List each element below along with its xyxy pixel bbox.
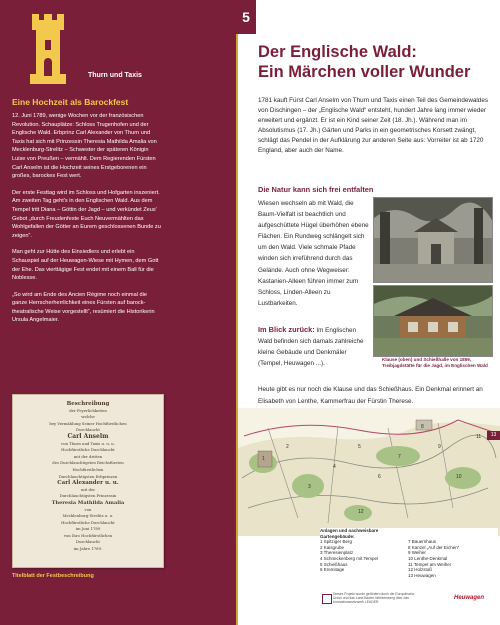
map-marker-4: 4: [333, 464, 336, 470]
document-line: Carl Anselm: [67, 432, 109, 440]
page-number-badge: 5: [236, 0, 256, 34]
legend-item: 12 Holzstoß: [408, 567, 433, 573]
document-line: Carl Alexander u. u.: [57, 480, 119, 487]
sidebar: [0, 0, 236, 625]
map-marker-5: 5: [358, 444, 361, 450]
legend-item: 1 Spitziger Berg: [320, 539, 353, 545]
map-marker-6: 6: [378, 474, 381, 480]
sidebar-paragraph: 12. Juni 1789, wenige Wochen vor der französischen Revolution. Schauplätze: Schloss Trugenhofen und der Englische Wald. Erbprinz Carl Alexander von Thurn und Taxis hat sich mit Prinzessin Theresia Mathilda Amalia von Mecklenburg-Strelitz – Schwester der späteren Königin Luise von Preußen – vermählt. Dem Regierenden Fürsten Carl Anselm ist die Hochzeit seines Erstgeborenen ein großes, barockes Fest wert.: [12, 113, 157, 180]
sidebar-paragraph: Man geht zur Hütte des Einsiedlers und erlebt ein Schauspiel auf der Heuwagen-Wiese mit Hymen, dem Gott der Ehe. Das vierttägige Fest endet mit einem Ball für die Noblesse.: [12, 249, 159, 282]
legend-item: 2 Kaisgrube: [320, 544, 345, 550]
document-line: von Thurn und Taxis u. u. u.: [61, 440, 115, 446]
park-map: [238, 408, 500, 536]
history-lead: Im Blick zurück:: [258, 325, 315, 334]
history-paragraph: [258, 324, 368, 369]
legend-item: 3 Theresienplatz: [320, 550, 354, 556]
tower-logo-icon: [24, 14, 72, 84]
document-line: von Ihro Hochfürstlichen: [63, 532, 113, 538]
sidebar-heading: Eine Hochzeit als Barockfest: [12, 97, 129, 107]
document-line: mit der: [80, 486, 96, 492]
legend-title: Anlagen und nachweisbare: [320, 528, 379, 533]
page-title: [258, 42, 470, 82]
map-marker-8: 8: [421, 424, 424, 430]
document-line: im Jahre 1789.: [73, 546, 103, 552]
document-line: Durchlaucht: [76, 427, 100, 433]
legend-item: 10 Lenthe-Denkmal: [408, 555, 448, 561]
brand-name: Thurn und Taxis: [88, 72, 142, 79]
document-line: welche: [81, 414, 95, 420]
document-line: bey Vermählung Seiner Hochfürstlichen: [49, 420, 127, 426]
map-marker-2: 2: [286, 444, 289, 450]
legend-item: 11 Tempel am Weiher: [408, 561, 452, 567]
title-line: Ein Märchen voller Wunder: [258, 63, 471, 81]
footer-text: Dieses Projekt wurde gefördert durch die Europäische Union und das Land Baden-Württemberg über das Innovationsnetzwerk LEADER: [333, 592, 415, 605]
legend-column: [320, 539, 408, 578]
map-legend: [320, 528, 498, 578]
document-line: Hochfürstliche Durchlaucht: [61, 519, 115, 525]
document-line: Durchlaucht: [76, 539, 100, 545]
legend-column: [408, 539, 496, 578]
document-line: Durchlauchtigsten Erbprinzen: [58, 473, 118, 479]
legend-item: 6 Eremitage: [320, 567, 345, 573]
map-marker-10: 10: [456, 474, 462, 480]
legend-item: 7 Bauernhaus: [408, 539, 437, 545]
today-paragraph: Heute gibt es nur noch die Klause und das Schießhaus. Ein Denkmal erinnert an Elisabeth von Lenthe, Kammerfrau der Fürstin Therese.: [258, 386, 483, 405]
document-line: Theresia Mathilda Amalia: [51, 499, 125, 506]
map-marker-13: 13: [487, 431, 500, 440]
sidebar-paragraph: Der erste Festtag wird im Schloss und Hofgarten inszeniert. Am zweiten Tag geht's in den Englischen Wald. Aus dem Tempel tritt Diana – Göttin der Jagd – und verkündet Zeus' Gebot „durch Freudenfeste Euch Neuvermählten das Wohlgefallen der Götter an Eurem geschlossenen Bunde zu zeigen“.: [12, 189, 161, 239]
eu-logo-icon: [322, 594, 332, 604]
document-text: [21, 401, 155, 553]
document-line: des Durchlauchtigsten Reichsfürsten: [52, 460, 124, 466]
document-line: im Juni 1789: [75, 526, 101, 532]
legend-item: 13 Heuwagen: [408, 572, 436, 578]
document-line: von: [84, 506, 92, 512]
nature-paragraph: Wiesen wechseln ab mit Wald, die Baum-Vielfalt ist beachtlich und aufgeschüttete Hügel überhöhen ebene Flächen. Ein Rundweg schlängelt sich um den Wald. Viele schmale Pfade winden sich irreführend durch das Gelände. Auch ohne Wegweiser: Kastanien-Alleen führen immer zum Schloss, Linden-Alleen zu Lustbarkeiten.: [258, 200, 369, 307]
sidebar-paragraph: „So wird am Ende des Ancien Régime noch einmal die ganze Herrscherherrlichkeit eines Fürsten auf barock-theatralische Weise vorgestellt“, resümiert die Historikerin Ursula Angelmaier.: [12, 291, 155, 324]
document-line: Beschreibung: [66, 401, 110, 407]
title-line: Der Englische Wald:: [258, 43, 417, 61]
map-marker-11: 11: [476, 434, 482, 440]
klause-photo: [373, 197, 493, 283]
map-marker-7: 7: [398, 454, 401, 460]
footer-brand-logo: Heuwagen: [454, 595, 485, 601]
document-line: Hochfürstlichen: [72, 466, 104, 472]
legend-item: 8 Kanzel „Auf der Eichen“: [408, 544, 460, 550]
festschrift-title-page-image: [12, 394, 164, 568]
map-marker-1: 1: [262, 456, 265, 462]
section-heading: Die Natur kann sich frei entfalten: [258, 185, 374, 194]
document-line: Mecklenburg-Strelitz u. u.: [62, 513, 114, 519]
history-text: Im Englischen Wald befinden sich damals zahlreiche kleine Gebäude und Denkmäler (Tempel, Heuwagen ...).: [258, 327, 364, 368]
document-caption: Titelblatt der Festbeschreibung: [12, 573, 94, 579]
sidebar-text: [12, 112, 162, 333]
schiesshaus-photo: [373, 285, 493, 357]
map-marker-12: 12: [358, 509, 364, 515]
document-line: Durchlauchtigsten Prinzessin: [59, 493, 117, 499]
legend-item: 4 Schneckenberg mit Tempel: [320, 555, 378, 561]
document-line: Hochfürstliche Durchlaucht: [61, 447, 115, 453]
intro-paragraph: 1781 kauft Fürst Carl Anselm von Thurn und Taxis einen Teil des Gemeindewaldes von Dischingen – der „Englische Wald“ entsteht, hundert Jahre lang immer wieder erweitert und ergänzt. Er ist ein Kind seiner Zeit (18. Jh.). Während man im Absolutismus (17. Jh.) Gärten und Parks in ein geometrisches Korsett zwängt, schlägt das Pendel in der Aufklärung zur anderen Seite aus: Vorreiter ist ab 1720 England, aber auch der Name.: [258, 97, 488, 154]
map-marker-3: 3: [308, 484, 311, 490]
legend-title: Gartengebäude:: [320, 533, 355, 539]
map-marker-9: 9: [438, 444, 441, 450]
legend-item: 5 Schießhaus: [320, 561, 348, 567]
document-line: der Feyerlichkeiten: [69, 407, 107, 413]
photo-caption: Klause (oben) und Schießhalle von 1859, Treibjagdstätte für die Jagd, im Englischen Wald: [382, 357, 488, 368]
legend-item: 9 Weiher: [408, 550, 426, 556]
document-line: mit der dritten: [73, 453, 103, 459]
